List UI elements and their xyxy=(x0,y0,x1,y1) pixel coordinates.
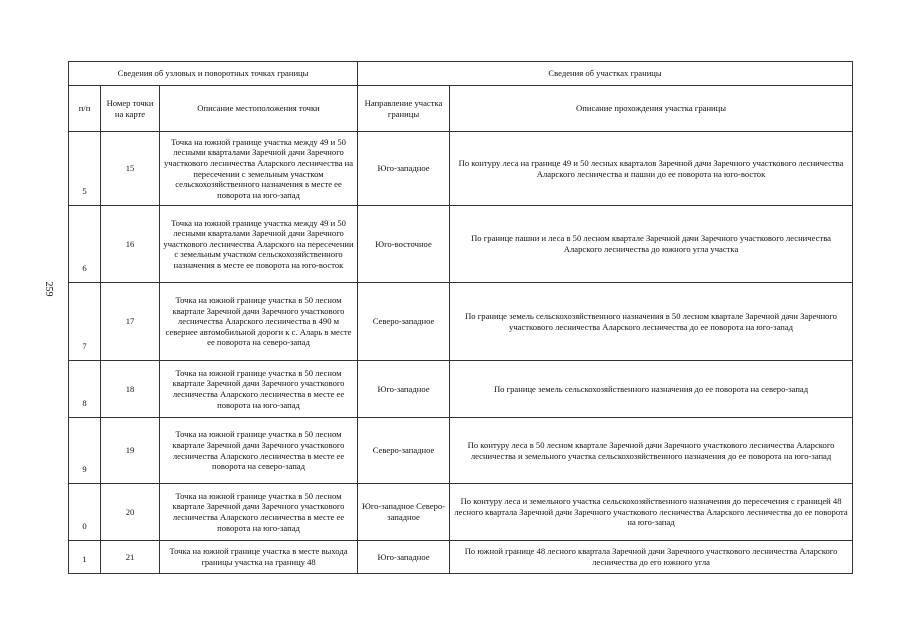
point-number: 15 xyxy=(101,132,160,206)
point-location: Точка на южной границе участка в 50 лесном квартале Заречной дачи Заречного участкового лесничества Аларского лесничества в месте ее поворота на северо-запад xyxy=(160,418,358,484)
col-location-header: Описание местоположения точки xyxy=(160,86,358,132)
column-header-row xyxy=(69,86,853,132)
segment-direction: Северо-западное xyxy=(358,418,450,484)
segment-description: По границе земель сельскохозяйственного назначения до ее поворота на северо-запад xyxy=(450,361,853,418)
point-number: 20 xyxy=(101,484,160,541)
point-location: Точка на южной границе участка в 50 лесном квартале Заречной дачи Заречного участкового лесничества Аларского лесничества в месте ее поворота на юго-запад xyxy=(160,361,358,418)
point-location: Точка на южной границе участка в 50 лесном квартале Заречной дачи Заречного участкового лесничества Аларского лесничества в месте ее поворота на юго-запад xyxy=(160,484,358,541)
segment-description: По границе пашни и леса в 50 лесном квартале Заречной дачи Заречного участкового лесничества Аларского лесничества до южного угла участка xyxy=(450,206,853,283)
segment-description: По границе земель сельскохозяйственного назначения в 50 лесном квартале Заречной дачи Заречного участкового лесничества Аларского лесничества до ее поворота на юго-запад xyxy=(450,283,853,361)
segment-description: По контуру леса на границе 49 и 50 лесных кварталов Заречной дачи Заречного участкового лесничества Аларского лесничества и пашни до ее поворота на юго-восток xyxy=(450,132,853,206)
col-direction-header: Направление участка границы xyxy=(358,86,450,132)
point-location: Точка на южной границе участка в 50 лесном квартале Заречной дачи Заречного участкового лесничества Аларского лесничества в 490 м севернее автомобильной дороги к с. Аларь в месте ее поворота на северо-запад xyxy=(160,283,358,361)
point-number: 17 xyxy=(101,283,160,361)
table-row xyxy=(69,418,853,484)
col-segment-header: Описание прохождения участка границы xyxy=(450,86,853,132)
row-num: 6 xyxy=(69,206,101,283)
row-num: 1 xyxy=(69,541,101,574)
row-num: 0 xyxy=(69,484,101,541)
table-row xyxy=(69,484,853,541)
segment-direction: Юго-западное xyxy=(358,132,450,206)
boundary-table xyxy=(68,61,853,574)
segment-direction: Юго-западное xyxy=(358,361,450,418)
table-row xyxy=(69,361,853,418)
point-number: 16 xyxy=(101,206,160,283)
col-num-header: п/п xyxy=(69,86,101,132)
table-row xyxy=(69,541,853,574)
table-row xyxy=(69,283,853,361)
segment-description: По южной границе 48 лесного квартала Заречной дачи Заречного участкового лесничества Аларского лесничества до его южного угла xyxy=(450,541,853,574)
segment-direction: Северо-западное xyxy=(358,283,450,361)
segment-description: По контуру леса в 50 лесном квартале Заречной дачи Заречного участкового лесничества Аларского лесничества и земельного участка сельскохозяйственного назначения до ее поворота на юго-запад xyxy=(450,418,853,484)
segment-description: По контуру леса и земельного участка сельскохозяйственного назначения до пересечения с границей 48 лесного квартала Заречной дачи Заречного участкового лесничества Аларского лесничества до ее поворота на юго-запад xyxy=(450,484,853,541)
section-header-row xyxy=(69,62,853,86)
row-num: 7 xyxy=(69,283,101,361)
row-num: 9 xyxy=(69,418,101,484)
point-location: Точка на южной границе участка между 49 и 50 лесными кварталами Заречной дачи Заречного участкового лесничества Аларского лесничества на пересечении с земельным участком сельскохозяйственного назначения в месте ее поворота на юго-запад xyxy=(160,132,358,206)
segment-direction: Юго-западное Северо-западное xyxy=(358,484,450,541)
point-location: Точка на южной границе участка между 49 и 50 лесными кварталами Заречной дачи Заречного участкового лесничества Аларского на пересечении с земельным участком сельскохозяйственного назначения в месте ее поворота на юго-восток xyxy=(160,206,358,283)
segment-direction: Юго-восточное xyxy=(358,206,450,283)
point-number: 19 xyxy=(101,418,160,484)
table-row xyxy=(69,132,853,206)
page-number: 259 xyxy=(43,281,54,297)
point-location: Точка на южной границе участка в месте выхода границы участка на границу 48 xyxy=(160,541,358,574)
point-number: 18 xyxy=(101,361,160,418)
table-row xyxy=(69,206,853,283)
point-number: 21 xyxy=(101,541,160,574)
row-num: 8 xyxy=(69,361,101,418)
section-points-header: Сведения об узловых и поворотных точках границы xyxy=(69,62,358,86)
col-point-header: Номер точки на карте xyxy=(101,86,160,132)
segment-direction: Юго-западное xyxy=(358,541,450,574)
section-segments-header: Сведения об участках границы xyxy=(358,62,853,86)
row-num: 5 xyxy=(69,132,101,206)
